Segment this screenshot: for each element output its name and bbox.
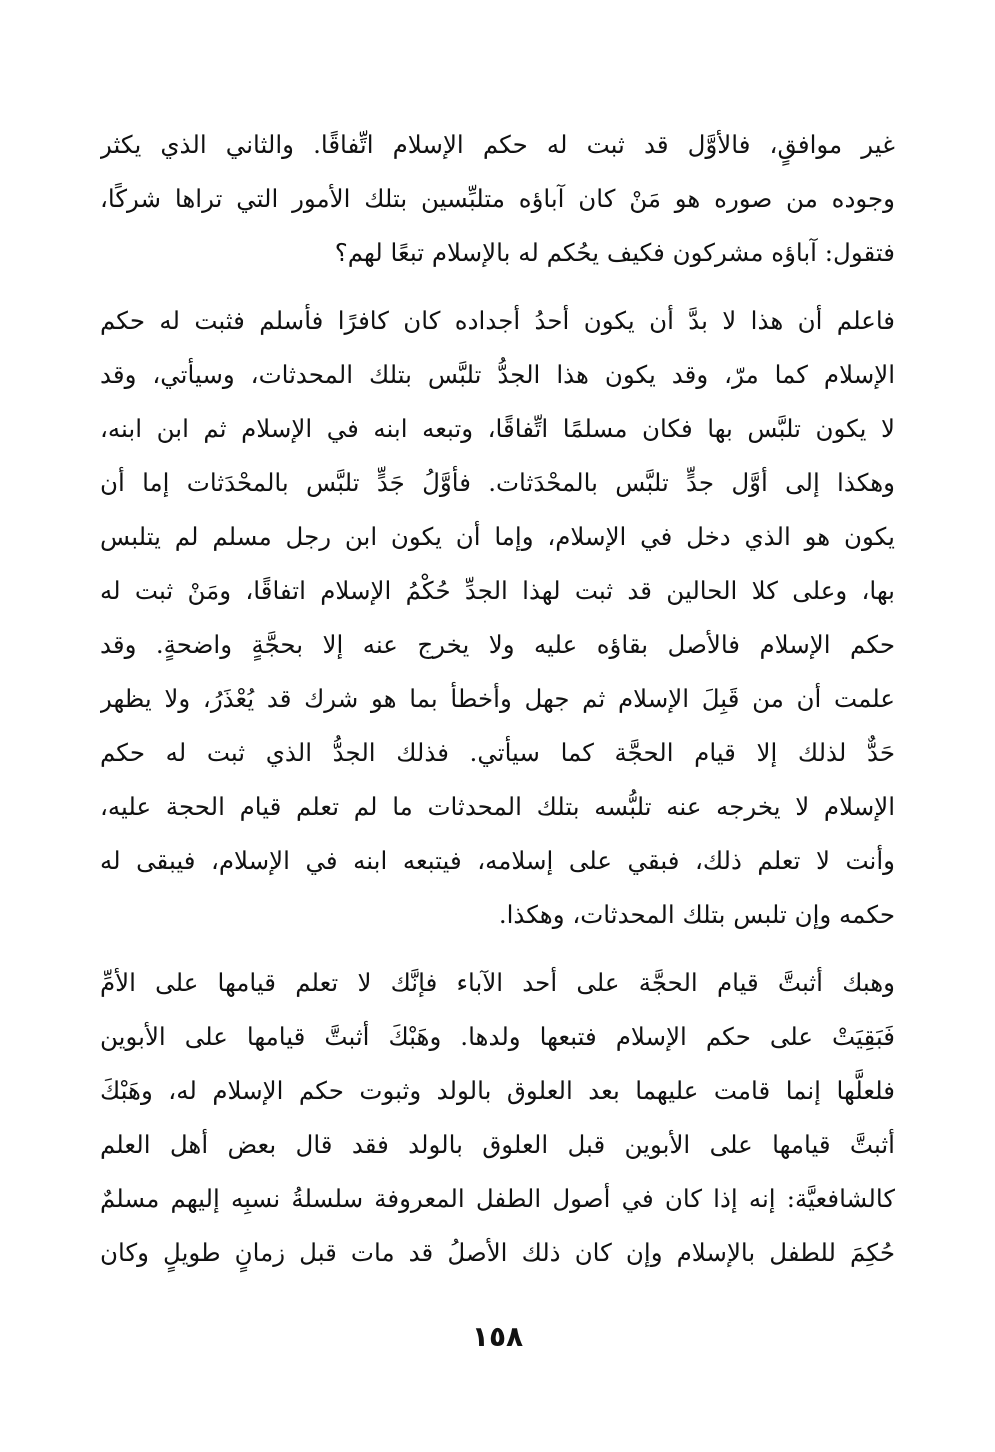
text-line: وأنت لا تعلم ذلك، فبقي على إسلامه، فيتبعه ابنه في الإسلام، فيبقى له	[100, 846, 895, 875]
paragraph-spacer	[100, 942, 895, 956]
text-line: فتقول: آباؤه مشركون فكيف يحُكم له بالإسلام تبعًا لهم؟	[334, 238, 895, 267]
text-line: بها، وعلى كلا الحالين قد ثبت لهذا الجدِّ حُكْمُ الإسلام اتفاقًا، ومَنْ ثبت له	[100, 576, 895, 605]
paragraph-spacer	[100, 280, 895, 294]
text-line: يكون هو الذي دخل في الإسلام، وإما أن يكون ابن رجل مسلم لم يتلبس	[100, 522, 895, 551]
text-line: غير موافقٍ، فالأوَّل قد ثبت له حكم الإسلام اتِّفاقًا. والثاني الذي يكثر	[100, 130, 895, 159]
text-line: الإسلام لا يخرجه عنه تلبُّسه بتلك المحدثات ما لم تعلم قيام الحجة عليه،	[100, 792, 895, 821]
text-line: حَدٌّ لذلك إلا قيام الحجَّة كما سيأتي. فذلك الجدُّ الذي ثبت له حكم	[100, 738, 895, 767]
text-line: أثبتَّ قيامها على الأبوين قبل العلوق بالولد فقد قال بعض أهل العلم	[100, 1130, 895, 1159]
text-line: حُكِمَ للطفل بالإسلام وإن كان ذلك الأصلُ قد مات قبل زمانٍ طويلٍ وكان	[100, 1238, 895, 1267]
paragraph-1	[100, 118, 895, 280]
text-line: لا يكون تلبَّس بها فكان مسلمًا اتِّفاقًا، وتبعه ابنه في الإسلام ثم ابن ابنه،	[100, 414, 895, 443]
paragraph-2	[100, 294, 895, 942]
text-line: علمت أن من قَبِلَ الإسلام ثم جهل وأخطأ بما هو شرك قد يُعْذَرُ، ولا يظهر	[100, 684, 895, 713]
text-line: كالشافعيَّة: إنه إذا كان في أصول الطفل المعروفة سلسلةُ نسبِه إليهم مسلمٌ	[100, 1184, 895, 1213]
text-line: وجوده من صوره هو مَنْ كان آباؤه متلبِّسين بتلك الأمور التي تراها شركًا،	[100, 184, 895, 213]
text-line: فاعلم أن هذا لا بدَّ أن يكون أحدُ أجداده كان كافرًا فأسلم فثبت له حكم	[100, 306, 895, 335]
text-line: وهبك أثبتَّ قيام الحجَّة على أحد الآباء فإنَّك لا تعلم قيامها على الأمِّ	[100, 968, 895, 997]
paragraph-3	[100, 956, 895, 1280]
text-line: فلعلَّها إنما قامت عليهما بعد العلوق بالولد وثبوت حكم الإسلام له، وهَبْكَ	[100, 1076, 895, 1105]
body-text	[100, 118, 895, 1280]
text-line: حكمه وإن تلبس بتلك المحدثات، وهكذا.	[498, 900, 895, 929]
text-line: الإسلام كما مرّ، وقد يكون هذا الجدُّ تلبَّس بتلك المحدثات، وسيأتي، وقد	[100, 360, 895, 389]
text-line: حكم الإسلام فالأصل بقاؤه عليه ولا يخرج عنه إلا بحجَّةٍ واضحةٍ. وقد	[100, 630, 895, 659]
text-line: فَبَقِيَتْ على حكم الإسلام فتبعها ولدها. وهَبْكَ أثبتَّ قيامها على الأبوين	[100, 1022, 895, 1051]
text-line: وهكذا إلى أوَّل جدٍّ تلبَّس بالمحْدَثات. فأوَّلُ جَدٍّ تلبَّس بالمحْدَثات إما أن	[100, 468, 895, 497]
page-number: ١٥٨	[471, 1320, 524, 1353]
